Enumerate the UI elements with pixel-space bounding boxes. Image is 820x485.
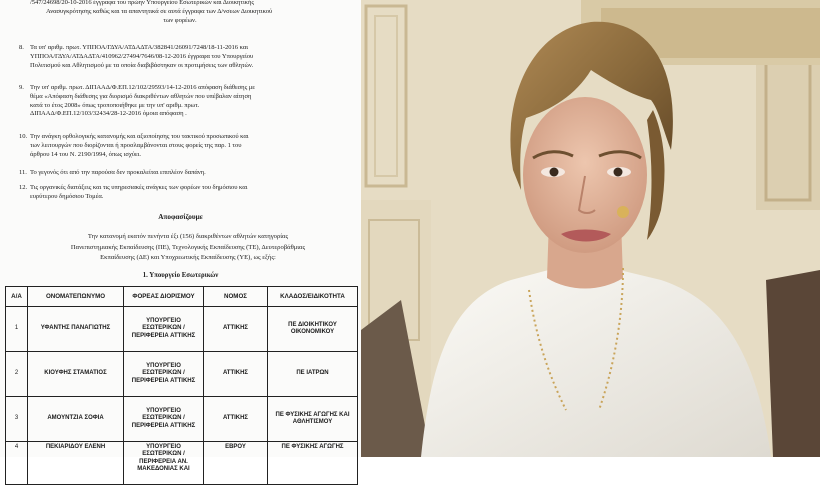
- document-scan: [0, 0, 362, 473]
- text-line: άρθρου 14 του Ν. 2190/1994, όπως ισχύει.: [30, 150, 142, 158]
- paragraph-number: 10.: [19, 133, 28, 140]
- table-cell: ΥΠΟΥΡΓΕΙΟ ΕΣΩΤΕΡΙΚΩΝ / ΠΕΡΙΦΕΡΕΙΑ ΑΤΤΙΚΗΣ: [124, 307, 204, 352]
- paragraph-11: [19, 169, 330, 178]
- column-header: ΟΝΟΜΑΤΕΠΩΝΥΜΟ: [28, 287, 124, 307]
- text-line: των λειτουργών που διορίζονται ή προσλαμβάνονται στους φορείς της παρ. 1 του: [30, 141, 242, 149]
- table-cell: ΥΠΟΥΡΓΕΙΟ ΕΣΩΤΕΡΙΚΩΝ / ΠΕΡΙΦΕΡΕΙΑ ΑΝ. ΜΑΚΕΔΟΝΙΑΣ ΚΑΙ: [124, 442, 204, 485]
- table-cell: ΚΙΟΥΦΗΣ ΣΤΑΜΑΤΙΟΣ: [28, 352, 124, 397]
- column-header: ΝΟΜΟΣ: [204, 287, 268, 307]
- table-cell: ΥΠΟΥΡΓΕΙΟ ΕΣΩΤΕΡΙΚΩΝ / ΠΕΡΙΦΕΡΕΙΑ ΑΤΤΙΚΗΣ: [124, 397, 204, 442]
- column-header: Α/Α: [6, 287, 28, 307]
- paragraph-12: [19, 184, 330, 202]
- table-cell: ΑΤΤΙΚΗΣ: [204, 352, 268, 397]
- text-line: ΔΙΠΑΑΔ/Φ.ΕΠ.12/103/32434/28-12-2016 όμοια απόφαση .: [30, 110, 187, 118]
- column-header: ΚΛΑΔΟΣ/ΕΙΔΙΚΟΤΗΤΑ: [268, 287, 358, 307]
- table-cell: 1: [6, 307, 28, 352]
- table-cell: ΥΠΟΥΡΓΕΙΟ ΕΣΩΤΕΡΙΚΩΝ / ΠΕΡΙΦΕΡΕΙΑ ΑΤΤΙΚΗΣ: [124, 352, 204, 397]
- table-header-row: [6, 287, 358, 307]
- text-line: Πολιτισμού και Αθλητισμού με τα οποία διαβιβάστηκαν οι προτιμήσεις των αθλητών.: [30, 61, 254, 69]
- text-line: /547/24698/20-10-2016 έγγραφα του πρώην Υπουργείου Εσωτερικών και Διοικητικής: [30, 0, 254, 6]
- decision-intro: [38, 232, 338, 264]
- text-line: Την υπ' αριθμ. πρωτ. ΔΙΠΑΑΔ/Φ.ΕΠ.12/102/29593/14-12-2016 απόφαση διάθεσης με: [30, 84, 255, 91]
- text-line: Τα υπ' αριθμ. πρωτ. ΥΠΠΟΑ/ΓΔΥΑ/ΑΤΔΑΔΤΑ/382841/26091/7248/18-11-2016 και: [30, 44, 248, 51]
- text-line: Τις οργανικές διατάξεις και τις υπηρεσιακές ανάγκες των φορέων του δημόσιου και: [30, 184, 248, 191]
- text-line: των φορέων.: [163, 16, 197, 24]
- paragraph-9: [19, 84, 330, 119]
- pearl-earring: [617, 206, 629, 218]
- portrait-photo: [361, 0, 820, 457]
- text-line: Πανεπιστημιακής Εκπαίδευσης (ΠΕ), Τεχνολογικής Εκπαίδευσης (ΤΕ), Δευτεροβάθμιας: [70, 243, 306, 251]
- eye: [550, 168, 559, 177]
- chair: [766, 270, 820, 457]
- table-cell: 3: [6, 397, 28, 442]
- eye: [614, 168, 623, 177]
- text-line: Το γεγονός ότι από την παρούσα δεν προκαλείται επιπλέον δαπάνη.: [30, 169, 206, 176]
- text-line: Ανασυγκρότησης καθώς και τα απαντητικά σε αυτά έγγραφα των Δ/νσεων Διοικητικού: [46, 7, 273, 15]
- paragraph-7-continued: [30, 0, 330, 25]
- table-cell: ΠΕ ΙΑΤΡΩΝ: [268, 352, 358, 397]
- table-cell: 2: [6, 352, 28, 397]
- column-header: ΦΟΡΕΑΣ ΔΙΟΡΙΣΜΟΥ: [124, 287, 204, 307]
- text-line: Την ανάγκη ορθολογικής κατανομής και αξιοποίησης του τακτικού προσωπικού και: [30, 133, 249, 140]
- table-cell: 4: [6, 442, 28, 485]
- text-line: Την κατανομή εκατόν πενήντα έξι (156) διακριθέντων αθλητών κατηγορίας: [87, 233, 289, 240]
- text-line: ευρύτερου δημόσιου Τομέα.: [30, 192, 104, 200]
- paragraph-number: 11.: [19, 169, 27, 176]
- paragraph-10: [19, 133, 330, 159]
- table-cell: ΥΦΑΝΤΗΣ ΠΑΝΑΓΙΩΤΗΣ: [28, 307, 124, 352]
- table-cell: ΑΤΤΙΚΗΣ: [204, 307, 268, 352]
- portrait-illustration: [361, 0, 820, 457]
- text-line: Εκπαίδευσης (ΔΕ) και Υποχρεωτικής Εκπαίδευσης (ΥΕ), ως εξής:: [100, 254, 276, 261]
- table-cell: ΠΕΚΙΑΡΙΔΟΥ ΕΛΕΝΗ: [28, 442, 124, 485]
- decision-heading: Αποφασίζουμε: [158, 213, 203, 221]
- table-row: [6, 442, 358, 485]
- text-line: θέμα «Απόφαση διάθεσης για διορισμό διακριθέντων αθλητών που υπέβαλαν αίτηση: [30, 92, 252, 100]
- paragraph-8: [19, 44, 330, 70]
- table-cell: ΑΜΟΥΝΤΖΙΑ ΣΟΦΙΑ: [28, 397, 124, 442]
- paragraph-number: 12.: [19, 184, 28, 191]
- table-cell: ΠΕ ΦΥΣΙΚΗΣ ΑΓΩΓΗΣ: [268, 442, 358, 485]
- section-heading: 1. Υπουργείο Εσωτερικών: [142, 272, 219, 279]
- table-row: [6, 352, 358, 397]
- table-cell: ΠΕ ΔΙΟΙΚΗΤΙΚΟΥ ΟΙΚΟΝΟΜΙΚΟΥ: [268, 307, 358, 352]
- table-cell: ΑΤΤΙΚΗΣ: [204, 397, 268, 442]
- appointments-table: [5, 286, 358, 485]
- table-row: [6, 397, 358, 442]
- table-cell: ΠΕ ΦΥΣΙΚΗΣ ΑΓΩΓΗΣ ΚΑΙ ΑΘΛΗΤΙΣΜΟΥ: [268, 397, 358, 442]
- text-line: ΥΠΠΟΑ/ΓΔΥΑ/ΑΤΔΑΔΤΑ/410962/27494/7646/08-12-2016 έγγραφα του Υπουργείου: [30, 52, 254, 60]
- table-row: [6, 307, 358, 352]
- text-line: κατά το έτος 2008» όπως τροποποιήθηκε με την υπ' αριθμ. πρωτ.: [30, 101, 200, 109]
- paragraph-number: 8.: [19, 44, 24, 51]
- table-cell: ΕΒΡΟΥ: [204, 442, 268, 485]
- paragraph-number: 9.: [19, 84, 24, 91]
